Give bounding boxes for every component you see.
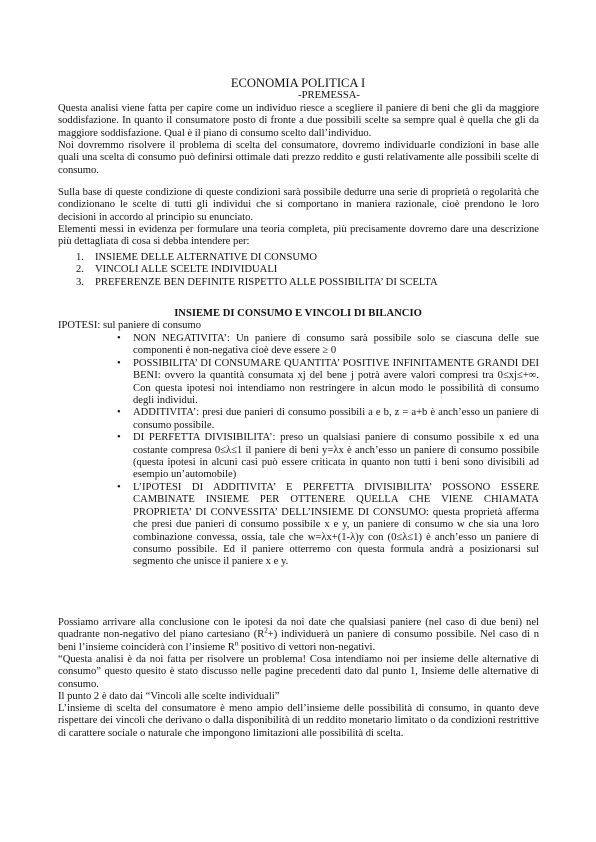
hypothesis-text: POSSIBILITA’ DI CONSUMARE QUANTITA’ POSITIVE INFINITAMENTE GRANDI DEI BENI: ovvero la quantità consumata xj del bene j potrà avere valori compresi tra 0≤xj≤+∞. Con questa ipotesi noi intendiamo non restringere in alcun modo le possibilità di consumo degli individui.: [133, 357, 539, 407]
hypothesis-item: [117, 333, 539, 358]
hypotheses-label: IPOTESI: sul paniere di consumo: [58, 320, 201, 331]
intro-paragraph: Noi dovremmo risolvere il problema di scelta del consumatore, dovremo individuarle condizioni in base alle quali una scelta di consumo può definirsi ottimale dati prezzo reddito e gusti relativamente alle possibili scelte di consumo.: [58, 140, 539, 176]
conclusion-text: +) individuerà un paniere di consumo possibile. Nel caso di n beni l’insieme coinciderà con l’insieme R: [58, 629, 539, 653]
list-number: 1.: [76, 252, 84, 263]
hypothesis-item: [117, 481, 539, 569]
superscript: n: [234, 639, 239, 648]
hypothesis-item: [117, 357, 539, 408]
numbered-list-item: [58, 277, 539, 289]
superscript: 2: [264, 626, 268, 635]
closing-paragraph: L’insieme di scelta del consumatore è meno ampio dell’insieme delle possibilità di consumo, in quanto deve rispettare dei vincoli che derivano o dalla disponibilità di un reddito monetario limitato o da condizioni restrittive di carattere sociale o naturale che impongono limitazioni alle possibilità di scelta.: [58, 703, 539, 739]
hypothesis-text: NON NEGATIVITA’: Un paniere di consumo sarà possibile solo se ciascuna delle sue componenti è non-negativa cioè deve essere ≥ 0: [133, 333, 539, 357]
numbered-list-item: [58, 264, 539, 276]
intro-paragraph: Elementi messi in evidenza per formulare una teoria completa, più precisamente dovremo dare una descrizione più dettagliata di cosa si debba intendere per:: [58, 224, 539, 248]
conclusion-text: positivo di vettori non-negativi.: [238, 641, 376, 653]
hypothesis-item: [117, 407, 539, 432]
bullet-marker: •: [117, 357, 121, 369]
closing-paragraph: Il punto 2 è dato dai “Vincoli alle scelte individuali”: [58, 691, 280, 702]
hypothesis-item: [117, 432, 539, 482]
bullet-marker: •: [117, 333, 121, 344]
hypothesis-text: DI PERFETTA DIVISIBILITA’: preso un qualsiasi paniere di consumo possibile x ed una costante compresa 0≤λ≤1 il paniere di beni y=λx è anch’esso un paniere di consumo possibile (questa ipotesi in alcuni casi può essere criticata in quanto non tutti i beni sono divisibili ad esempio un’automobile): [133, 432, 539, 481]
numbered-list: [58, 252, 539, 289]
numbered-list-item: [58, 252, 539, 264]
document-subtitle: [0, 90, 596, 102]
intro-paragraph: Sulla base di queste condizione di queste condizioni sarà possibile dedurre una serie di proprietà o regolarità che condizionano le scelte di tutti gli individui che si comportano in maniera razionale, cioè prendono le loro decisioni in accordo al principio su enunciato.: [58, 187, 539, 223]
list-number: 2.: [76, 264, 84, 276]
list-item-text: VINCOLI ALLE SCELTE INDIVIDUALI: [95, 264, 278, 276]
hypotheses-list: [117, 333, 539, 569]
closing-paragraph: “Questa analisi è da noi fatta per risolvere un problema! Cosa intendiamo noi per insieme delle alternative di consumo” questo quesito è stato discusso nelle pagine precedenti dato dal punto 1, Insieme delle alternative di consumo.: [58, 654, 539, 690]
intro-paragraph: Questa analisi viene fatta per capire come un individuo riesce a scegliere il paniere di beni che gli da maggiore soddisfazione. In quanto il consumatore posto di fronte a due possibili scelte sa sempre qual è quella che gli da maggiore soddisfazione. Qual è il piano di consumo scelto dall’individuo.: [58, 103, 539, 139]
list-item-text: PREFERENZE BEN DEFINITE RISPETTO ALLE POSSIBILITA’ DI SCELTA: [95, 276, 438, 288]
section-heading: INSIEME DI CONSUMO E VINCOLI DI BILANCIO: [174, 308, 422, 319]
subtitle-text: -PREMESSA-: [298, 90, 360, 101]
hypothesis-text: L’IPOTESI DI ADDITIVITA’ E PERFETTA DIVISIBILITA’ POSSONO ESSERE CAMBINATE INSIEME PER OTTENERE QUELLA CHE VIENE CHIAMATA PROPRIETA’ DI CONVESSITA’ DELL’INSIEME DI CONSUMO: questa proprietà afferma che presi due panieri di consumo possibile x e y, un paniere di consumo w che sia una loro combinazione convessa, ossia, tale che w=λx+(1-λ)y con (0≤λ≤1) è anch’esso un paniere di consumo possibile. Ed il paniere otterremo con questa formula andrà a posizionarsi sul segmento che unisce il paniere x e y.: [133, 481, 539, 568]
document-title: ECONOMIA POLITICA I: [230, 76, 366, 90]
conclusion-paragraph: [58, 617, 539, 654]
list-item-text: INSIEME DELLE ALTERNATIVE DI CONSUMO: [95, 252, 318, 263]
hypothesis-text: ADDITIVITA’: presi due panieri di consumo possibili a e b, z = a+b è anch’esso un paniere di consumo possibile.: [133, 407, 539, 431]
bullet-marker: •: [117, 481, 121, 493]
bullet-marker: •: [117, 407, 121, 419]
conclusion-text: Possiamo arrivare alla conclusione con le ipotesi da noi date che qualsiasi paniere (nel caso di due beni) nel quadrante non-negativo del piano cartesiano (R: [58, 617, 539, 641]
list-number: 3.: [76, 276, 84, 288]
bullet-marker: •: [117, 432, 121, 444]
